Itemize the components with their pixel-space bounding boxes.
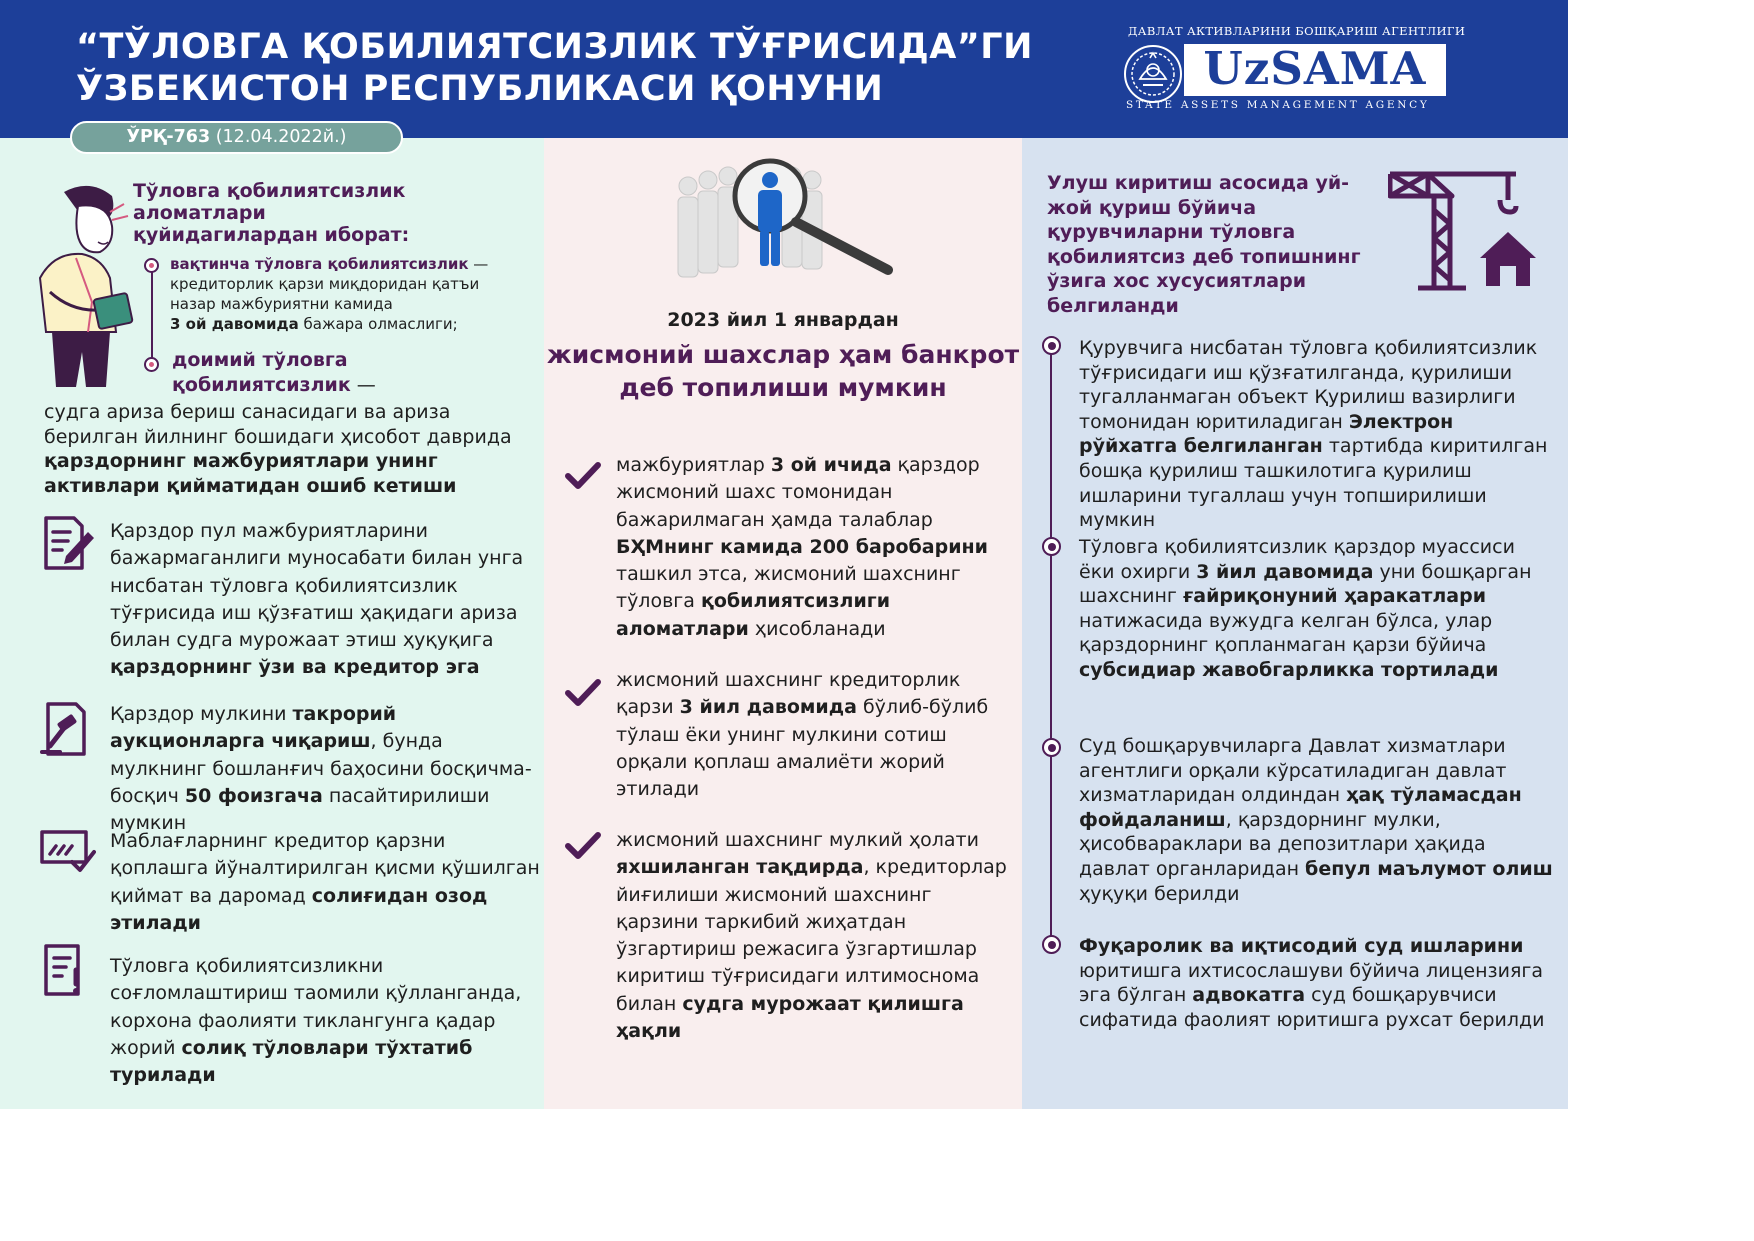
page-title-line-2: ЎЗБЕКИСТОН РЕСПУБЛИКАСИ ҚОНУНИ (76, 69, 884, 109)
col1-item-2-pre: Қарздор мулкини (110, 703, 293, 725)
col1-item-tax-suspension (110, 953, 542, 1089)
col1-item-2-mid: , бунда мулкнинг бошланғич баҳосини босқичма-босқич (110, 730, 532, 807)
construction-item-4 (1079, 934, 1554, 1032)
bankruptcy-3-mid: , кредиторлар йиғилиши жисмоний шахснинг қарзини таркибий жиҳатдан ўзгартириш режасига ўзгартишлар киритиш тўғрисидаги илтимосномa билан (616, 856, 1007, 1015)
construction-item-2 (1079, 535, 1554, 683)
worried-man-illustration (20, 182, 140, 392)
temporary-tail: бажара олмаслиги; (298, 315, 458, 333)
permanent-bold: қарздорнинг мажбуриятлари унинг активлари қийматидан ошиб кетиши (44, 450, 457, 497)
bankruptcy-1-bold3: қобилиятсизлиги аломатлари (616, 590, 891, 640)
state-emblem-icon (1122, 43, 1184, 105)
signs-connector-line (151, 272, 153, 364)
bankruptcy-3-bold1: яхшиланган тақдирда (616, 856, 864, 879)
temporary-bold: 3 ой давомида (170, 315, 299, 333)
individual-bankruptcy-title: жисмоний шахслар ҳам банкрот деб топилиши мумкин (546, 340, 1020, 402)
col1-item-3-text: Маблағларнинг кредитор қарзни қоплашга йўналтирилган қисми қўшилган қиймат ва даромад (110, 830, 540, 907)
bankruptcy-1-pre: мажбуриятлар (616, 454, 771, 476)
bankruptcy-condition-3 (616, 827, 1016, 1045)
construction-4-bold2: адвокатга (1192, 984, 1306, 1007)
permanent-dash: — (350, 374, 376, 396)
auction-document-icon (38, 700, 96, 758)
col1-item-3-bold: солиғидан озод этилади (110, 884, 488, 934)
col1-item-4-bold: солиқ тўловлари тўхтатиб турилади (110, 1036, 473, 1087)
permanent-bullet (144, 357, 159, 372)
effective-date: 2023 йил 1 январдан (667, 309, 899, 331)
law-number-badge (70, 121, 403, 154)
construction-bullet (1042, 537, 1061, 556)
col1-item-2-tail: пасайтирилиши мумкин (110, 784, 490, 835)
signs-heading: Тўловга қобилиятсизлик аломатлари қуйидагилардан иборат: (133, 180, 410, 246)
bankruptcy-3-pre: жисмоний шахснинг мулкий ҳолати (616, 829, 979, 851)
construction-2-bold2: ғайриқонуний ҳаракатлари (1182, 585, 1487, 608)
bankruptcy-2-tail: бўлиб-бўлиб тўлаш ёки унинг мулкини сотиш орқали қоплаш амалиёти жорий этилади (616, 696, 989, 801)
construction-3-bold2: бепул маълумот олиш (1305, 857, 1553, 880)
construction-4-tail: суд бошқарувчиси сифатида фаолият юритишга рухсат берилди (1079, 984, 1545, 1031)
agency-name-uz: ДАВЛАТ АКТИВЛАРИНИ БОШҚАРИШ АГЕНТЛИГИ (1128, 24, 1466, 38)
construction-3-pre: Суд бошқарувчиларга Давлат хизматлари агентлиги орқали кўрсатиладиган давлат хизматларидан олдиндан (1079, 735, 1507, 807)
construction-1-pre: Қурувчига нисбатан тўловга қобилиятсизлик тўғрисидаги иш қўзғатилганда, қурилиши тугалланмаган объект Қурилиш вазирлиги томонидан юритиладиган (1079, 337, 1538, 433)
bankruptcy-1-mid2: ташкил этса, жисмоний шахснинг тўловга (616, 563, 961, 613)
document-alert-icon (38, 940, 96, 998)
col1-item-2-bold1: такрорий аукционларга чиқариш (110, 703, 397, 753)
temporary-text: кредиторлик қарзи миқдоридан қатъи назар мажбуриятни камида (170, 275, 480, 313)
logo-text: UzSAMA (1203, 42, 1427, 95)
construction-2-pre: Тўловга қобилиятсизлик қарздор муассиси ёки охирги (1079, 536, 1515, 583)
temporary-insolvency (170, 254, 520, 334)
col1-item-repeat-auction (110, 701, 542, 837)
law-number: ЎРҚ-763 (126, 127, 211, 147)
bankruptcy-condition-1 (616, 452, 1016, 643)
magnifier-crowd-illustration (674, 152, 896, 287)
header-banner (0, 0, 1568, 138)
bankruptcy-2-pre: жисмоний шахснинг кредиторлик қарзи (616, 669, 961, 719)
construction-4-mid: юритишга ихтисослашуви бўйича лицензияга эга бўлган (1079, 959, 1544, 1007)
construction-2-mid2: натижасида вужудга келган бўлса, улар қарздорнинг қопланмаган қарзи бўйича (1079, 609, 1493, 657)
construction-item-3 (1079, 734, 1554, 906)
construction-1-bold1: Электрон рўйхатга белгиланган (1079, 410, 1454, 458)
construction-2-bold1: 3 йил давомида (1196, 560, 1374, 583)
construction-2-bold3: субсидиар жавобгарликка тортилади (1079, 658, 1499, 681)
page-title-line-1: “ТЎЛОВГА ҚОБИЛИЯТСИЗЛИК ТЎҒРИСИДА”ГИ (76, 27, 1033, 67)
construction-bullet (1042, 738, 1061, 757)
construction-1-tail: тартибда киритилган бошқа қурилиш ташкилотига қурилиш ишларини тугаллаш учун топширилиши мумкин (1079, 435, 1548, 532)
construction-timeline-line (1050, 346, 1052, 946)
col1-item-2-bold2: 50 фоизгача (184, 784, 323, 807)
construction-3-tail: ҳуқуқи берилди (1079, 882, 1240, 905)
permanent-title: доимий тўловга қобилиятсизлик (172, 349, 351, 396)
temporary-title: вақтинча тўловга қобилиятсизлик (170, 255, 469, 273)
construction-crane-house-icon (1388, 170, 1538, 292)
col1-item-1-text: Қарздор пул мажбуриятларини бажармаганлиги муносабати билан унга нисбатан тўловга қобилиятсизлик тўғрисида иш қўзғатиш ҳақидаги ариза билан судга мурожаат этиш ҳуқуқига (110, 520, 524, 652)
col1-item-court-application (110, 518, 542, 682)
logo-box (1184, 44, 1446, 96)
construction-2-mid: уни бошқарган шахснинг (1079, 560, 1532, 608)
col1-item-tax-exemption (110, 828, 542, 937)
agency-logo (1122, 22, 1466, 114)
checkmark-icon (565, 830, 601, 862)
construction-3-bold1: ҳақ тўламасдан фойдаланиш (1079, 784, 1522, 831)
law-date: (12.04.2022й.) (215, 127, 347, 147)
bankruptcy-1-tail: ҳисобланади (748, 617, 886, 640)
checkmark-icon (565, 677, 601, 709)
bankruptcy-condition-2 (616, 667, 1016, 803)
document-edit-icon (38, 514, 96, 572)
bankruptcy-3-bold2: судга мурожаат қилишга ҳақли (616, 992, 964, 1043)
permanent-text: судга ариза бериш санасидаги ва ариза берилган йилнинг бошидаги ҳисобот даврида (44, 401, 512, 448)
construction-bullet (1042, 935, 1061, 954)
construction-3-mid: , қарздорнинг мулки, ҳисобвараклари ва депозитлари ҳақида давлат органларидан (1079, 808, 1486, 880)
col1-item-1-bold: қарздорнинг ўзи ва кредитор эга (110, 656, 480, 679)
construction-4-bold1: Фуқаролик ва иқтисодий суд ишларини (1079, 935, 1524, 957)
temporary-dash: — (468, 255, 489, 273)
construction-item-1 (1079, 336, 1554, 533)
bankruptcy-1-bold1: 3 ой ичида (770, 454, 892, 476)
permanent-insolvency-text (44, 400, 534, 498)
signed-document-icon (38, 822, 96, 880)
permanent-insolvency-title (172, 348, 522, 398)
bankruptcy-1-mid: қарздор жисмоний шахс томонидан бажарилмаган ҳамда талаблар (616, 454, 980, 531)
col1-item-4-text: Тўловга қобилиятсизликни соғломлаштириш таомили қўлланганда, корхона фаолияти тиклангунга қадар жорий (110, 955, 522, 1059)
construction-heading: Улуш киритиш асосида уй-жой қуриш бўйича қурувчиларни тўловга қобилиятсиз деб топишнинг ўзига хос хусусиятлари белгиланди (1047, 172, 1361, 317)
construction-bullet (1042, 336, 1061, 355)
temporary-bullet (144, 258, 159, 273)
agency-name-en: STATE ASSETS MANAGEMENT AGENCY (1126, 99, 1430, 111)
bankruptcy-1-bold2: БҲМнинг камида 200 баробарини (616, 535, 988, 558)
checkmark-icon (565, 460, 601, 492)
bankruptcy-2-bold1: 3 йил давомида (679, 696, 857, 719)
